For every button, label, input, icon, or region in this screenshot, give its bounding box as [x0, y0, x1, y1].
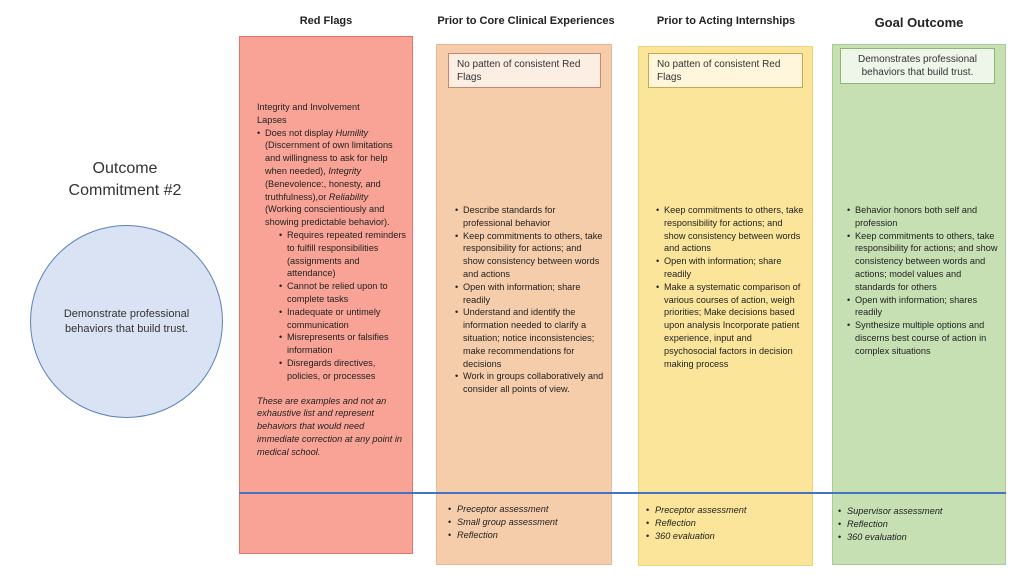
list-item: • Supervisor assessment	[838, 505, 998, 518]
list-item: • Keep commitments to others, take responsibility for actions; and show consistency between words and actions	[455, 230, 605, 281]
list-item: • Open with information; shares readily	[847, 294, 999, 320]
acting-internships-list	[656, 204, 806, 370]
list-item: • Inadequate or untimely communication	[279, 306, 407, 332]
core-clinical-list	[455, 204, 605, 396]
list-item: • 360 evaluation	[646, 530, 806, 543]
list-item: • Requires repeated reminders to fulfill responsibilities (assignments and attendance)	[279, 229, 407, 280]
list-item: • Reflection	[838, 518, 998, 531]
list-item: • Work in groups collaboratively and consider all points of view.	[455, 370, 605, 396]
header-core-clinical: Prior to Core Clinical Experiences	[437, 15, 615, 27]
list-item: • Small group assessment	[448, 516, 608, 529]
list-item: • Understand and identify the information needed to clarify a situation; notice inconsistencies; make recommendations for decisions	[455, 306, 605, 370]
acting-internships-box: No patten of consistent Red Flags	[648, 53, 803, 88]
list-item: • Misrepresents or falsifies information	[279, 331, 407, 357]
red-flags-note: These are examples and not an exhaustive list and represent behaviors that would need immediate correction at any point in medical school.	[257, 395, 403, 457]
list-item: • Preceptor assessment	[646, 504, 806, 517]
list-item: • Reflection	[646, 517, 806, 530]
list-item: • Make a systematic comparison of various courses of action, weigh priorities; Make decisions based upon analysis Incorporate patient experience, input and psychosocial factors in decision making process	[656, 281, 806, 371]
red-flags-text	[257, 101, 407, 459]
core-clinical-assessments	[448, 503, 608, 541]
list-item: • Reflection	[448, 529, 608, 542]
list-item: • Open with information; share readily	[656, 255, 806, 281]
assessment-divider-line	[239, 492, 1006, 494]
list-item: • Disregards directives, policies, or processes	[279, 357, 407, 383]
list-item: • Cannot be relied upon to complete tasks	[279, 280, 407, 306]
header-acting-internships: Prior to Acting Internships	[656, 15, 796, 27]
list-item: • Keep commitments to others, take responsibility for actions; and show consistency between words and actions	[656, 204, 806, 255]
outcome-circle-text: Demonstrate professional behaviors that build trust.	[63, 307, 190, 335]
header-red-flags: Red Flags	[299, 15, 353, 27]
header-goal-outcome: Goal Outcome	[874, 15, 964, 30]
list-item: • Preceptor assessment	[448, 503, 608, 516]
list-item: • Describe standards for professional behavior	[455, 204, 605, 230]
list-item: • Synthesize multiple options and discerns best course of action in complex situations	[847, 319, 999, 357]
red-flags-main-bullet: • Does not display Humility (Discernment of own limitations and willingness to ask for help when needed), Integrity (Benevolence:, honesty, and truthfulness),or Reliability (Working conscientiously and showing predictable behavior). • Requires repeated reminders to fulfill responsibilities (assignments and attendance) • Cannot be relied upon to complete tasks • Inadequate or untimely communication • Misrepresents or falsifies information • Disregards directives, policies, or processes	[257, 127, 407, 383]
goal-outcome-assessments	[838, 505, 998, 543]
list-item: • Keep commitments to others, take responsibility for actions; and show consistency between words and actions; model values and standards for others	[847, 230, 999, 294]
outcome-commitment-title: Outcome Commitment #2	[68, 160, 182, 199]
red-flags-sub-list	[279, 229, 407, 383]
outcome-circle	[30, 225, 223, 418]
list-item: • 360 evaluation	[838, 531, 998, 544]
goal-outcome-list	[847, 204, 999, 358]
goal-outcome-box: Demonstrates professional behaviors that build trust.	[840, 48, 995, 84]
list-item: • Open with information; share readily	[455, 281, 605, 307]
core-clinical-box: No patten of consistent Red Flags	[448, 53, 601, 88]
acting-internships-assessments	[646, 504, 806, 542]
list-item: • Behavior honors both self and profession	[847, 204, 999, 230]
red-flags-heading: Integrity and Involvement Lapses	[257, 102, 360, 125]
